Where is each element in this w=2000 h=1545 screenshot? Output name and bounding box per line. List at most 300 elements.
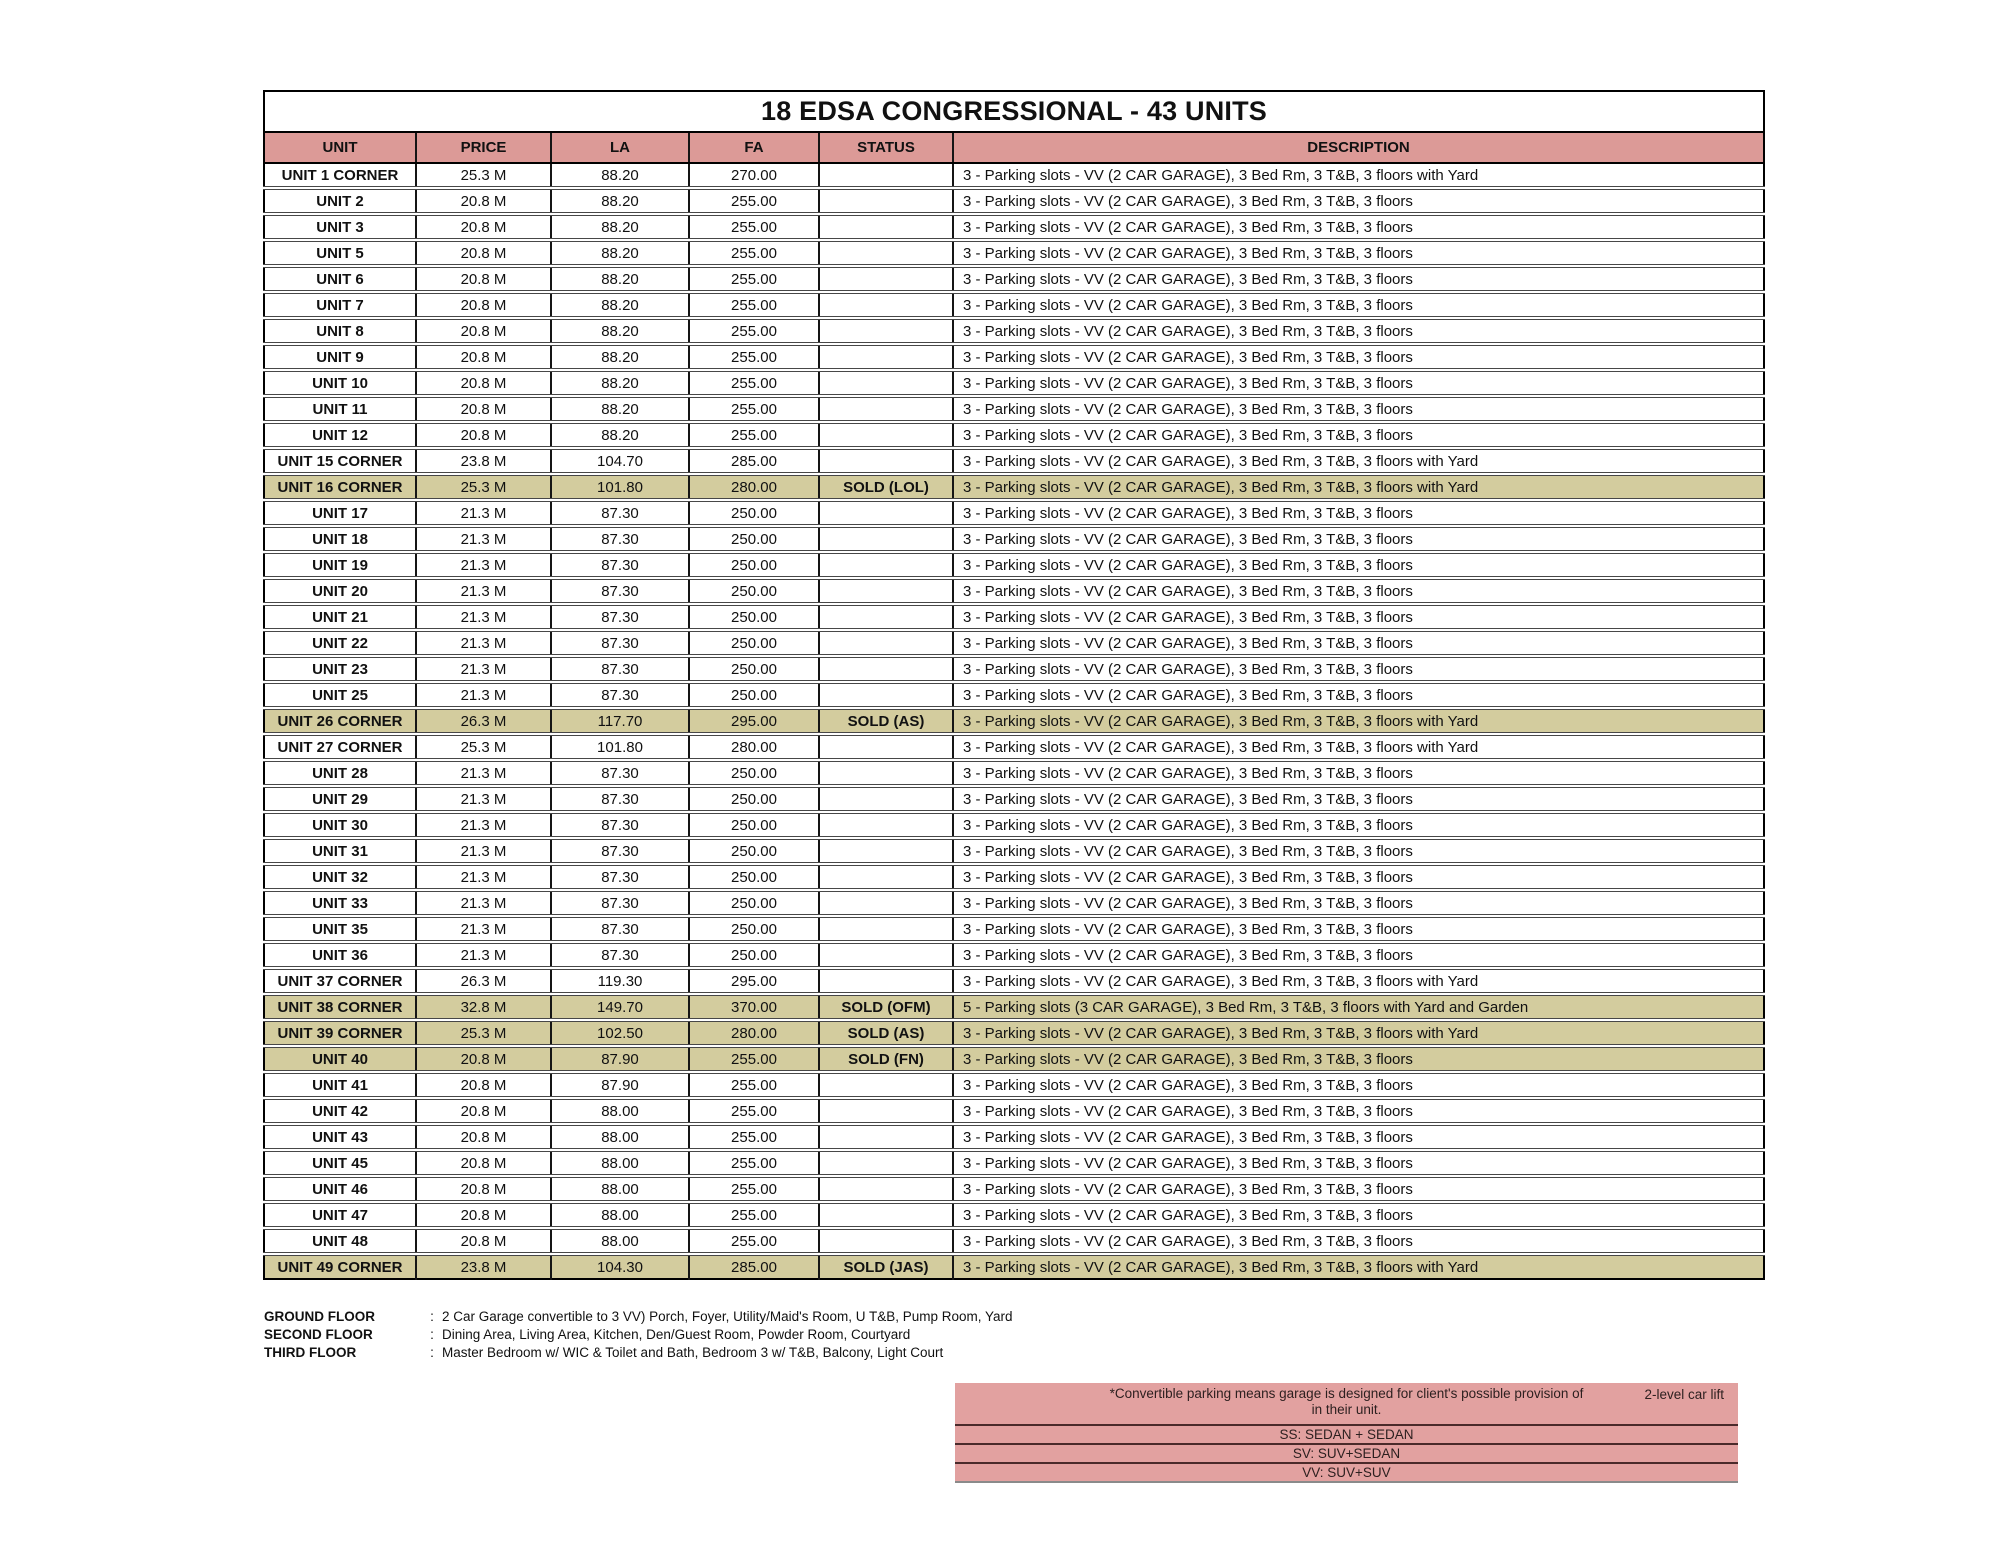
cell-unit: UNIT 6	[264, 266, 416, 292]
cell-price: 21.3 M	[416, 812, 551, 838]
cell-description: 3 - Parking slots - VV (2 CAR GARAGE), 3 Bed Rm, 3 T&B, 3 floors	[953, 370, 1764, 396]
cell-status: SOLD (FN)	[819, 1046, 953, 1072]
cell-la: 87.30	[551, 604, 689, 630]
floor-separator: :	[430, 1309, 434, 1324]
cell-fa: 250.00	[689, 630, 819, 656]
table-row	[264, 916, 1764, 942]
note-line1: *Convertible parking means garage is designed for client's possible provision of	[1109, 1386, 1584, 1401]
cell-price: 21.3 M	[416, 552, 551, 578]
cell-status: SOLD (LOL)	[819, 474, 953, 500]
cell-la: 117.70	[551, 708, 689, 734]
cell-la: 88.20	[551, 214, 689, 240]
cell-description: 3 - Parking slots - VV (2 CAR GARAGE), 3 Bed Rm, 3 T&B, 3 floors	[953, 1150, 1764, 1176]
cell-status	[819, 448, 953, 474]
floor-row-third	[264, 1344, 1013, 1362]
cell-price: 25.3 M	[416, 1020, 551, 1046]
cell-unit: UNIT 47	[264, 1202, 416, 1228]
cell-fa: 250.00	[689, 890, 819, 916]
cell-price: 25.3 M	[416, 734, 551, 760]
cell-status	[819, 890, 953, 916]
cell-description: 3 - Parking slots - VV (2 CAR GARAGE), 3 Bed Rm, 3 T&B, 3 floors with Yard	[953, 448, 1764, 474]
cell-price: 20.8 M	[416, 1124, 551, 1150]
cell-price: 20.8 M	[416, 1202, 551, 1228]
cell-unit: UNIT 25	[264, 682, 416, 708]
cell-description: 3 - Parking slots - VV (2 CAR GARAGE), 3 Bed Rm, 3 T&B, 3 floors with Yard	[953, 474, 1764, 500]
cell-unit: UNIT 23	[264, 656, 416, 682]
cell-fa: 280.00	[689, 734, 819, 760]
floor-text: 2 Car Garage convertible to 3 VV) Porch, Foyer, Utility/Maid's Room, U T&B, Pump Room, Yard	[442, 1309, 1013, 1324]
floor-row-second	[264, 1326, 1013, 1344]
cell-fa: 250.00	[689, 526, 819, 552]
cell-fa: 250.00	[689, 552, 819, 578]
cell-unit: UNIT 49 CORNER	[264, 1254, 416, 1279]
cell-la: 104.70	[551, 448, 689, 474]
cell-la: 87.30	[551, 526, 689, 552]
cell-description: 3 - Parking slots - VV (2 CAR GARAGE), 3 Bed Rm, 3 T&B, 3 floors	[953, 188, 1764, 214]
cell-fa: 280.00	[689, 1020, 819, 1046]
cell-fa: 250.00	[689, 760, 819, 786]
cell-description: 3 - Parking slots - VV (2 CAR GARAGE), 3 Bed Rm, 3 T&B, 3 floors	[953, 1046, 1764, 1072]
cell-la: 104.30	[551, 1254, 689, 1279]
cell-description: 3 - Parking slots - VV (2 CAR GARAGE), 3 Bed Rm, 3 T&B, 3 floors	[953, 422, 1764, 448]
cell-unit: UNIT 40	[264, 1046, 416, 1072]
table-row	[264, 708, 1764, 734]
cell-la: 88.00	[551, 1124, 689, 1150]
cell-la: 87.30	[551, 682, 689, 708]
table-row	[264, 578, 1764, 604]
cell-unit: UNIT 35	[264, 916, 416, 942]
table-row	[264, 292, 1764, 318]
table-row	[264, 890, 1764, 916]
cell-status	[819, 214, 953, 240]
table-row	[264, 370, 1764, 396]
cell-price: 20.8 M	[416, 422, 551, 448]
cell-la: 87.30	[551, 838, 689, 864]
cell-price: 23.8 M	[416, 1254, 551, 1279]
table-row	[264, 163, 1764, 188]
cell-la: 88.20	[551, 292, 689, 318]
cell-price: 20.8 M	[416, 318, 551, 344]
cell-la: 87.30	[551, 656, 689, 682]
cell-status	[819, 942, 953, 968]
cell-price: 25.3 M	[416, 474, 551, 500]
table-row	[264, 1176, 1764, 1202]
table-row	[264, 552, 1764, 578]
table-row	[264, 604, 1764, 630]
cell-la: 87.30	[551, 630, 689, 656]
cell-status	[819, 1072, 953, 1098]
cell-fa: 255.00	[689, 1124, 819, 1150]
cell-la: 119.30	[551, 968, 689, 994]
cell-price: 21.3 M	[416, 786, 551, 812]
cell-unit: UNIT 27 CORNER	[264, 734, 416, 760]
cell-fa: 250.00	[689, 578, 819, 604]
floors-legend	[264, 1308, 1013, 1362]
cell-unit: UNIT 46	[264, 1176, 416, 1202]
cell-price: 21.3 M	[416, 916, 551, 942]
cell-fa: 255.00	[689, 1046, 819, 1072]
cell-price: 21.3 M	[416, 890, 551, 916]
cell-fa: 255.00	[689, 1098, 819, 1124]
cell-description: 3 - Parking slots - VV (2 CAR GARAGE), 3 Bed Rm, 3 T&B, 3 floors	[953, 1098, 1764, 1124]
cell-status	[819, 1202, 953, 1228]
cell-description: 3 - Parking slots - VV (2 CAR GARAGE), 3 Bed Rm, 3 T&B, 3 floors	[953, 656, 1764, 682]
table-row	[264, 1124, 1764, 1150]
cell-description: 3 - Parking slots - VV (2 CAR GARAGE), 3 Bed Rm, 3 T&B, 3 floors	[953, 292, 1764, 318]
cell-fa: 255.00	[689, 266, 819, 292]
convertible-parking-note	[955, 1383, 1738, 1483]
cell-description: 3 - Parking slots - VV (2 CAR GARAGE), 3 Bed Rm, 3 T&B, 3 floors	[953, 240, 1764, 266]
cell-la: 87.30	[551, 578, 689, 604]
column-header-price: PRICE	[416, 132, 551, 163]
cell-la: 88.20	[551, 240, 689, 266]
cell-status	[819, 500, 953, 526]
cell-description: 3 - Parking slots - VV (2 CAR GARAGE), 3 Bed Rm, 3 T&B, 3 floors	[953, 942, 1764, 968]
cell-unit: UNIT 5	[264, 240, 416, 266]
cell-la: 101.80	[551, 474, 689, 500]
column-header-description: DESCRIPTION	[953, 132, 1764, 163]
cell-description: 3 - Parking slots - VV (2 CAR GARAGE), 3 Bed Rm, 3 T&B, 3 floors	[953, 890, 1764, 916]
cell-unit: UNIT 38 CORNER	[264, 994, 416, 1020]
cell-status	[819, 396, 953, 422]
cell-unit: UNIT 17	[264, 500, 416, 526]
cell-price: 20.8 M	[416, 1046, 551, 1072]
cell-description: 3 - Parking slots - VV (2 CAR GARAGE), 3 Bed Rm, 3 T&B, 3 floors	[953, 682, 1764, 708]
cell-unit: UNIT 45	[264, 1150, 416, 1176]
cell-description: 3 - Parking slots - VV (2 CAR GARAGE), 3 Bed Rm, 3 T&B, 3 floors	[953, 916, 1764, 942]
cell-price: 20.8 M	[416, 1228, 551, 1254]
table-row	[264, 1150, 1764, 1176]
cell-unit: UNIT 31	[264, 838, 416, 864]
cell-description: 3 - Parking slots - VV (2 CAR GARAGE), 3 Bed Rm, 3 T&B, 3 floors	[953, 838, 1764, 864]
cell-price: 21.3 M	[416, 864, 551, 890]
cell-fa: 255.00	[689, 1072, 819, 1098]
table-row	[264, 968, 1764, 994]
table-row	[264, 188, 1764, 214]
cell-fa: 255.00	[689, 422, 819, 448]
note-header	[955, 1383, 1738, 1424]
cell-unit: UNIT 15 CORNER	[264, 448, 416, 474]
cell-price: 21.3 M	[416, 942, 551, 968]
table-row	[264, 1202, 1764, 1228]
table-row	[264, 344, 1764, 370]
cell-price: 26.3 M	[416, 968, 551, 994]
cell-description: 3 - Parking slots - VV (2 CAR GARAGE), 3 Bed Rm, 3 T&B, 3 floors	[953, 1228, 1764, 1254]
cell-price: 21.3 M	[416, 630, 551, 656]
cell-description: 3 - Parking slots - VV (2 CAR GARAGE), 3 Bed Rm, 3 T&B, 3 floors	[953, 318, 1764, 344]
cell-unit: UNIT 41	[264, 1072, 416, 1098]
floor-text: Master Bedroom w/ WIC & Toilet and Bath, Bedroom 3 w/ T&B, Balcony, Light Court	[442, 1345, 944, 1360]
cell-status	[819, 240, 953, 266]
cell-status	[819, 1124, 953, 1150]
cell-status	[819, 656, 953, 682]
cell-status	[819, 968, 953, 994]
table-row	[264, 942, 1764, 968]
cell-status	[819, 552, 953, 578]
cell-price: 20.8 M	[416, 1176, 551, 1202]
cell-description: 3 - Parking slots - VV (2 CAR GARAGE), 3 Bed Rm, 3 T&B, 3 floors	[953, 344, 1764, 370]
cell-fa: 295.00	[689, 708, 819, 734]
table-row	[264, 1254, 1764, 1279]
cell-status	[819, 422, 953, 448]
cell-description: 3 - Parking slots - VV (2 CAR GARAGE), 3 Bed Rm, 3 T&B, 3 floors	[953, 552, 1764, 578]
cell-price: 26.3 M	[416, 708, 551, 734]
column-header-status: STATUS	[819, 132, 953, 163]
table-row	[264, 318, 1764, 344]
cell-description: 3 - Parking slots - VV (2 CAR GARAGE), 3 Bed Rm, 3 T&B, 3 floors with Yard	[953, 708, 1764, 734]
cell-fa: 255.00	[689, 1150, 819, 1176]
cell-la: 88.00	[551, 1098, 689, 1124]
cell-fa: 285.00	[689, 1254, 819, 1279]
cell-fa: 255.00	[689, 188, 819, 214]
cell-la: 87.30	[551, 760, 689, 786]
cell-description: 5 - Parking slots (3 CAR GARAGE), 3 Bed Rm, 3 T&B, 3 floors with Yard and Garden	[953, 994, 1764, 1020]
cell-status	[819, 1176, 953, 1202]
cell-fa: 250.00	[689, 656, 819, 682]
cell-price: 20.8 M	[416, 240, 551, 266]
cell-unit: UNIT 22	[264, 630, 416, 656]
cell-fa: 255.00	[689, 1176, 819, 1202]
cell-price: 21.3 M	[416, 760, 551, 786]
cell-unit: UNIT 30	[264, 812, 416, 838]
cell-price: 21.3 M	[416, 578, 551, 604]
cell-status: SOLD (AS)	[819, 1020, 953, 1046]
note-line2: in their unit.	[1311, 1402, 1382, 1417]
cell-la: 87.30	[551, 500, 689, 526]
car-lift-label: 2-level car lift	[1644, 1387, 1724, 1402]
cell-price: 20.8 M	[416, 370, 551, 396]
table-row	[264, 682, 1764, 708]
cell-status	[819, 864, 953, 890]
cell-la: 88.00	[551, 1176, 689, 1202]
cell-price: 21.3 M	[416, 838, 551, 864]
cell-la: 87.30	[551, 942, 689, 968]
cell-la: 87.30	[551, 812, 689, 838]
cell-price: 20.8 M	[416, 1072, 551, 1098]
legend-ss: SS: SEDAN + SEDAN	[955, 1424, 1738, 1443]
note-text	[1065, 1386, 1629, 1418]
table-row	[264, 630, 1764, 656]
cell-description: 3 - Parking slots - VV (2 CAR GARAGE), 3 Bed Rm, 3 T&B, 3 floors with Yard	[953, 1020, 1764, 1046]
cell-description: 3 - Parking slots - VV (2 CAR GARAGE), 3 Bed Rm, 3 T&B, 3 floors	[953, 266, 1764, 292]
cell-status	[819, 630, 953, 656]
cell-unit: UNIT 21	[264, 604, 416, 630]
cell-description: 3 - Parking slots - VV (2 CAR GARAGE), 3 Bed Rm, 3 T&B, 3 floors	[953, 526, 1764, 552]
cell-description: 3 - Parking slots - VV (2 CAR GARAGE), 3 Bed Rm, 3 T&B, 3 floors	[953, 1202, 1764, 1228]
cell-fa: 250.00	[689, 682, 819, 708]
cell-description: 3 - Parking slots - VV (2 CAR GARAGE), 3 Bed Rm, 3 T&B, 3 floors with Yard	[953, 734, 1764, 760]
cell-price: 20.8 M	[416, 1098, 551, 1124]
table-row	[264, 240, 1764, 266]
cell-price: 20.8 M	[416, 292, 551, 318]
cell-price: 23.8 M	[416, 448, 551, 474]
cell-status: SOLD (OFM)	[819, 994, 953, 1020]
floor-label: GROUND FLOOR	[264, 1309, 375, 1324]
cell-unit: UNIT 26 CORNER	[264, 708, 416, 734]
cell-unit: UNIT 11	[264, 396, 416, 422]
table-row	[264, 864, 1764, 890]
cell-unit: UNIT 12	[264, 422, 416, 448]
table-row	[264, 1046, 1764, 1072]
cell-unit: UNIT 19	[264, 552, 416, 578]
cell-fa: 250.00	[689, 864, 819, 890]
cell-price: 20.8 M	[416, 214, 551, 240]
cell-description: 3 - Parking slots - VV (2 CAR GARAGE), 3 Bed Rm, 3 T&B, 3 floors	[953, 1176, 1764, 1202]
cell-unit: UNIT 37 CORNER	[264, 968, 416, 994]
table-row	[264, 734, 1764, 760]
cell-fa: 270.00	[689, 163, 819, 188]
cell-status	[819, 163, 953, 188]
cell-unit: UNIT 3	[264, 214, 416, 240]
cell-unit: UNIT 32	[264, 864, 416, 890]
table-row	[264, 500, 1764, 526]
cell-fa: 255.00	[689, 292, 819, 318]
cell-fa: 255.00	[689, 240, 819, 266]
table-row	[264, 214, 1764, 240]
cell-la: 102.50	[551, 1020, 689, 1046]
table-row	[264, 1228, 1764, 1254]
cell-la: 88.00	[551, 1202, 689, 1228]
cell-unit: UNIT 33	[264, 890, 416, 916]
cell-description: 3 - Parking slots - VV (2 CAR GARAGE), 3 Bed Rm, 3 T&B, 3 floors	[953, 864, 1764, 890]
table-row	[264, 812, 1764, 838]
table-row	[264, 994, 1764, 1020]
cell-description: 3 - Parking slots - VV (2 CAR GARAGE), 3 Bed Rm, 3 T&B, 3 floors	[953, 578, 1764, 604]
cell-unit: UNIT 29	[264, 786, 416, 812]
page-title: 18 EDSA CONGRESSIONAL - 43 UNITS	[264, 91, 1764, 132]
cell-la: 87.30	[551, 890, 689, 916]
cell-status	[819, 292, 953, 318]
cell-price: 21.3 M	[416, 682, 551, 708]
cell-price: 21.3 M	[416, 526, 551, 552]
cell-status	[819, 1150, 953, 1176]
title-row	[264, 91, 1764, 132]
table-row	[264, 526, 1764, 552]
cell-unit: UNIT 42	[264, 1098, 416, 1124]
cell-fa: 255.00	[689, 214, 819, 240]
cell-fa: 255.00	[689, 344, 819, 370]
column-header-la: LA	[551, 132, 689, 163]
cell-unit: UNIT 7	[264, 292, 416, 318]
cell-fa: 255.00	[689, 1228, 819, 1254]
cell-la: 88.20	[551, 370, 689, 396]
cell-description: 3 - Parking slots - VV (2 CAR GARAGE), 3 Bed Rm, 3 T&B, 3 floors	[953, 500, 1764, 526]
cell-fa: 285.00	[689, 448, 819, 474]
column-header-fa: FA	[689, 132, 819, 163]
cell-status	[819, 760, 953, 786]
legend-vv: VV: SUV+SUV	[955, 1462, 1738, 1481]
cell-description: 3 - Parking slots - VV (2 CAR GARAGE), 3 Bed Rm, 3 T&B, 3 floors	[953, 760, 1764, 786]
cell-price: 32.8 M	[416, 994, 551, 1020]
cell-unit: UNIT 8	[264, 318, 416, 344]
column-header-unit: UNIT	[264, 132, 416, 163]
legend-sv: SV: SUV+SEDAN	[955, 1443, 1738, 1462]
table-row	[264, 448, 1764, 474]
cell-la: 88.20	[551, 188, 689, 214]
cell-price: 20.8 M	[416, 344, 551, 370]
table-row	[264, 474, 1764, 500]
header-row	[264, 132, 1764, 163]
cell-la: 88.20	[551, 344, 689, 370]
floor-separator: :	[430, 1345, 434, 1360]
cell-fa: 250.00	[689, 500, 819, 526]
cell-description: 3 - Parking slots - VV (2 CAR GARAGE), 3 Bed Rm, 3 T&B, 3 floors	[953, 786, 1764, 812]
cell-fa: 250.00	[689, 942, 819, 968]
cell-price: 20.8 M	[416, 1150, 551, 1176]
cell-la: 87.30	[551, 552, 689, 578]
cell-unit: UNIT 36	[264, 942, 416, 968]
cell-unit: UNIT 16 CORNER	[264, 474, 416, 500]
cell-description: 3 - Parking slots - VV (2 CAR GARAGE), 3 Bed Rm, 3 T&B, 3 floors	[953, 604, 1764, 630]
cell-unit: UNIT 43	[264, 1124, 416, 1150]
cell-status	[819, 916, 953, 942]
cell-fa: 250.00	[689, 604, 819, 630]
table-row	[264, 656, 1764, 682]
table-row	[264, 786, 1764, 812]
cell-description: 3 - Parking slots - VV (2 CAR GARAGE), 3 Bed Rm, 3 T&B, 3 floors with Yard	[953, 163, 1764, 188]
cell-price: 20.8 M	[416, 266, 551, 292]
cell-unit: UNIT 20	[264, 578, 416, 604]
floor-label: THIRD FLOOR	[264, 1345, 357, 1360]
cell-fa: 250.00	[689, 916, 819, 942]
cell-status	[819, 1098, 953, 1124]
cell-fa: 255.00	[689, 396, 819, 422]
table-row	[264, 1072, 1764, 1098]
units-table	[263, 90, 1765, 1280]
cell-la: 88.20	[551, 163, 689, 188]
floor-separator: :	[430, 1327, 434, 1342]
cell-fa: 250.00	[689, 838, 819, 864]
table-row	[264, 1098, 1764, 1124]
cell-description: 3 - Parking slots - VV (2 CAR GARAGE), 3 Bed Rm, 3 T&B, 3 floors with Yard	[953, 968, 1764, 994]
floor-text: Dining Area, Living Area, Kitchen, Den/Guest Room, Powder Room, Courtyard	[442, 1327, 911, 1342]
cell-status	[819, 812, 953, 838]
cell-fa: 255.00	[689, 1202, 819, 1228]
cell-description: 3 - Parking slots - VV (2 CAR GARAGE), 3 Bed Rm, 3 T&B, 3 floors with Yard	[953, 1254, 1764, 1279]
cell-la: 88.00	[551, 1228, 689, 1254]
cell-price: 20.8 M	[416, 188, 551, 214]
cell-status	[819, 266, 953, 292]
cell-fa: 250.00	[689, 812, 819, 838]
table-row	[264, 760, 1764, 786]
cell-status	[819, 370, 953, 396]
floor-row-ground	[264, 1308, 1013, 1326]
cell-unit: UNIT 18	[264, 526, 416, 552]
cell-la: 88.20	[551, 318, 689, 344]
cell-la: 87.30	[551, 916, 689, 942]
cell-status	[819, 1228, 953, 1254]
table-row	[264, 396, 1764, 422]
cell-status	[819, 344, 953, 370]
table-row	[264, 266, 1764, 292]
table-row	[264, 422, 1764, 448]
cell-status	[819, 786, 953, 812]
cell-description: 3 - Parking slots - VV (2 CAR GARAGE), 3 Bed Rm, 3 T&B, 3 floors	[953, 1124, 1764, 1150]
cell-la: 87.90	[551, 1046, 689, 1072]
cell-fa: 370.00	[689, 994, 819, 1020]
cell-status	[819, 188, 953, 214]
cell-unit: UNIT 39 CORNER	[264, 1020, 416, 1046]
cell-status	[819, 838, 953, 864]
cell-fa: 255.00	[689, 370, 819, 396]
cell-la: 101.80	[551, 734, 689, 760]
cell-price: 21.3 M	[416, 656, 551, 682]
cell-fa: 280.00	[689, 474, 819, 500]
cell-description: 3 - Parking slots - VV (2 CAR GARAGE), 3 Bed Rm, 3 T&B, 3 floors	[953, 1072, 1764, 1098]
cell-la: 88.00	[551, 1150, 689, 1176]
cell-la: 87.30	[551, 786, 689, 812]
cell-unit: UNIT 9	[264, 344, 416, 370]
